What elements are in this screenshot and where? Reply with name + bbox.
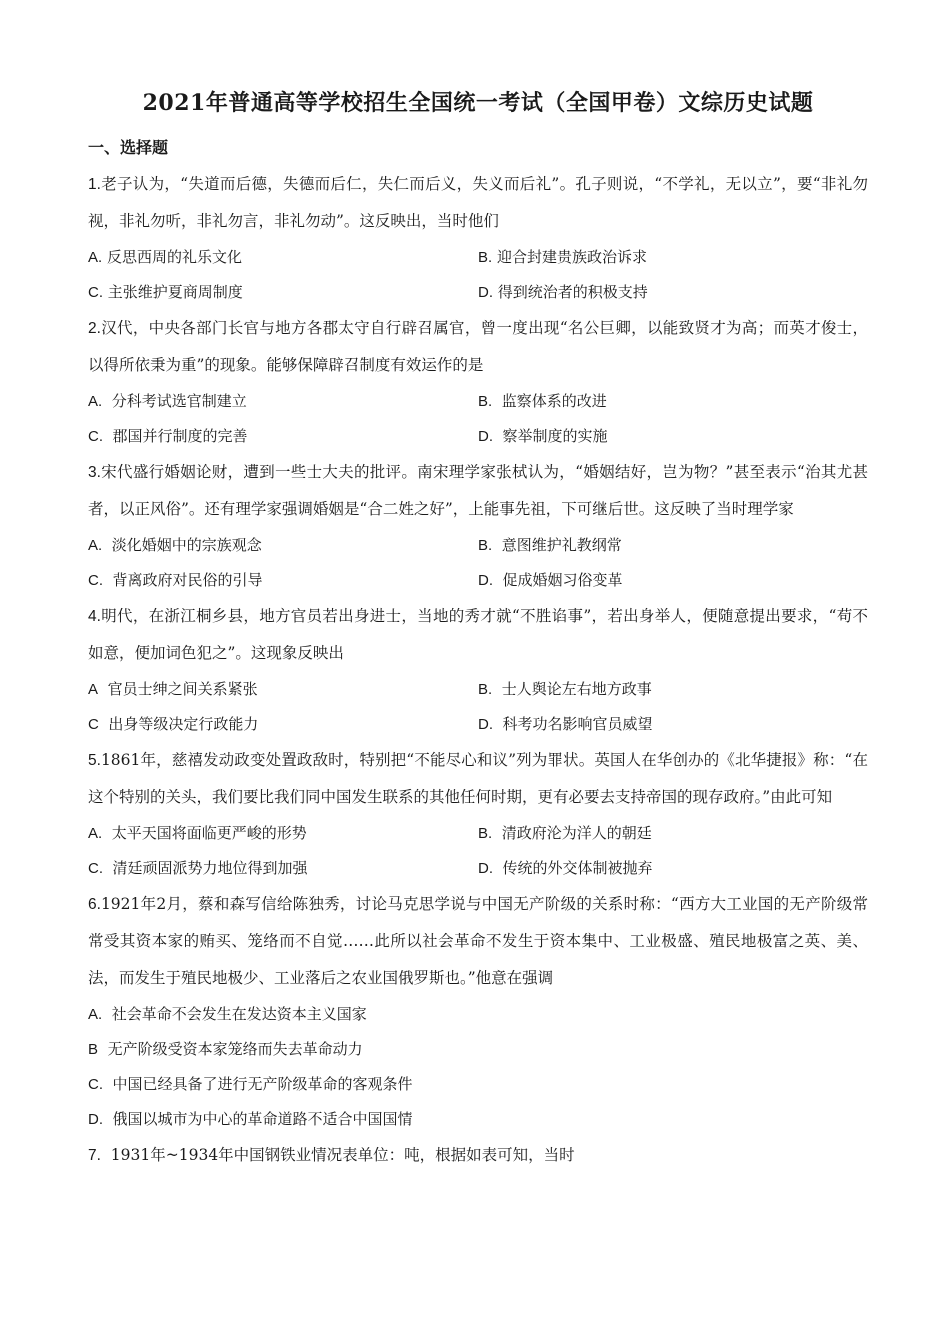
question-5 (88, 742, 868, 816)
option-b: B. 监察体系的改进 (478, 392, 607, 410)
options-5 (88, 816, 868, 886)
options-2 (88, 384, 868, 454)
question-number: 1. (88, 176, 101, 193)
section-heading: 一、选择题 (88, 138, 169, 157)
question-number: 2. (88, 320, 101, 337)
question-text: 老子认为，“失道而后德，失德而后仁，失仁而后义，失义而后礼”。孔子则说，“不学礼，无以立”，要“非礼勿视，非礼勿听，非礼勿言，非礼勿动”。这反映出，当时他们 (88, 175, 868, 230)
options-3 (88, 528, 868, 598)
options-6 (88, 997, 868, 1137)
option-a: A. 太平天国将面临更严峻的形势 (88, 824, 307, 842)
question-text: 1921年2月，蔡和森写信给陈独秀，讨论马克思学说与中国无产阶级的关系时称：“西方大工业国的无产阶级常常受其资本家的贿买、笼络而不自觉……此所以社会革命不发生于资本集中、工业极盛、殖民地极富之英、美、法，而发生于殖民地极少、工业落后之农业国俄罗斯也。”他意在强调 (88, 895, 868, 987)
option-c: C. 郡国并行制度的完善 (88, 427, 248, 445)
question-number: 4. (88, 608, 101, 625)
question-text: 汉代，中央各部门长官与地方各郡太守自行辟召属官，曾一度出现“名公巨卿，以能致贤才为高；而英才俊士，以得所依秉为重”的现象。能够保障辟召制度有效运作的是 (88, 319, 868, 374)
option-a: A. 分科考试选官制建立 (88, 392, 247, 410)
question-number: 3. (88, 464, 101, 481)
question-text: 明代，在浙江桐乡县，地方官员若出身进士，当地的秀才就“不胜谄事”，若出身举人，便随意提出要求，“苟不如意，便加词色犯之”。这现象反映出 (88, 607, 868, 662)
question-number: 7. (88, 1147, 101, 1164)
question-6 (88, 886, 868, 997)
option-b: B 无产阶级受资本家笼络而失去革命动力 (88, 1040, 363, 1058)
option-d: D. 传统的外交体制被抛弃 (478, 859, 653, 877)
option-c: C. 背离政府对民俗的引导 (88, 571, 263, 589)
question-text: 1861年，慈禧发动政变处置政敌时，特别把“不能尽心和议”列为罪状。英国人在华创办的《北华捷报》称：“在这个特别的关头，我们要比我们同中国发生联系的其他任何时期，更有必要去支持帝国的现存政府。”由此可知 (88, 751, 868, 806)
exam-page (88, 86, 868, 1174)
option-d: D. 察举制度的实施 (478, 427, 608, 445)
question-3 (88, 454, 868, 528)
option-c: C. 中国已经具备了进行无产阶级革命的客观条件 (88, 1075, 413, 1093)
question-number: 5. (88, 752, 101, 769)
option-a: A 官员士绅之间关系紧张 (88, 680, 258, 698)
option-b: B. 士人舆论左右地方政事 (478, 680, 652, 698)
option-d: D. 科考功名影响官员威望 (478, 715, 653, 733)
question-1 (88, 166, 868, 240)
option-a: A. 社会革命不会发生在发达资本主义国家 (88, 1005, 367, 1023)
page-title: 2021年普通高等学校招生全国统一考试（全国甲卷）文综历史试题 (142, 90, 814, 116)
question-7 (88, 1137, 868, 1174)
option-d: D. 俄国以城市为中心的革命道路不适合中国国情 (88, 1110, 413, 1128)
option-a: A. 淡化婚姻中的宗族观念 (88, 536, 262, 554)
question-4 (88, 598, 868, 672)
option-b: B. 意图维护礼教纲常 (478, 536, 622, 554)
question-text: 宋代盛行婚姻论财，遭到一些士大夫的批评。南宋理学家张栻认为，“婚姻结好，岂为物？”甚至表示“治其尤甚者，以正风俗”。还有理学家强调婚姻是“合二姓之好”，上能事先祖，下可继后世。这反映了当时理学家 (88, 463, 868, 518)
question-2 (88, 310, 868, 384)
question-text: 1931年~1934年中国钢铁业情况表单位：吨，根据如表可知，当时 (110, 1146, 575, 1164)
option-b: B. 清政府沦为洋人的朝廷 (478, 824, 652, 842)
option-c: C 出身等级决定行政能力 (88, 715, 259, 733)
option-b: B. 迎合封建贵族政治诉求 (478, 248, 647, 266)
options-1 (88, 240, 868, 310)
options-4 (88, 672, 868, 742)
option-d: D. 促成婚姻习俗变革 (478, 571, 623, 589)
option-c: C. 清廷顽固派势力地位得到加强 (88, 859, 308, 877)
option-a: A. 反思西周的礼乐文化 (88, 248, 242, 266)
option-d: D. 得到统治者的积极支持 (478, 283, 648, 301)
question-number: 6. (88, 896, 101, 913)
option-c: C. 主张维护夏商周制度 (88, 283, 243, 301)
